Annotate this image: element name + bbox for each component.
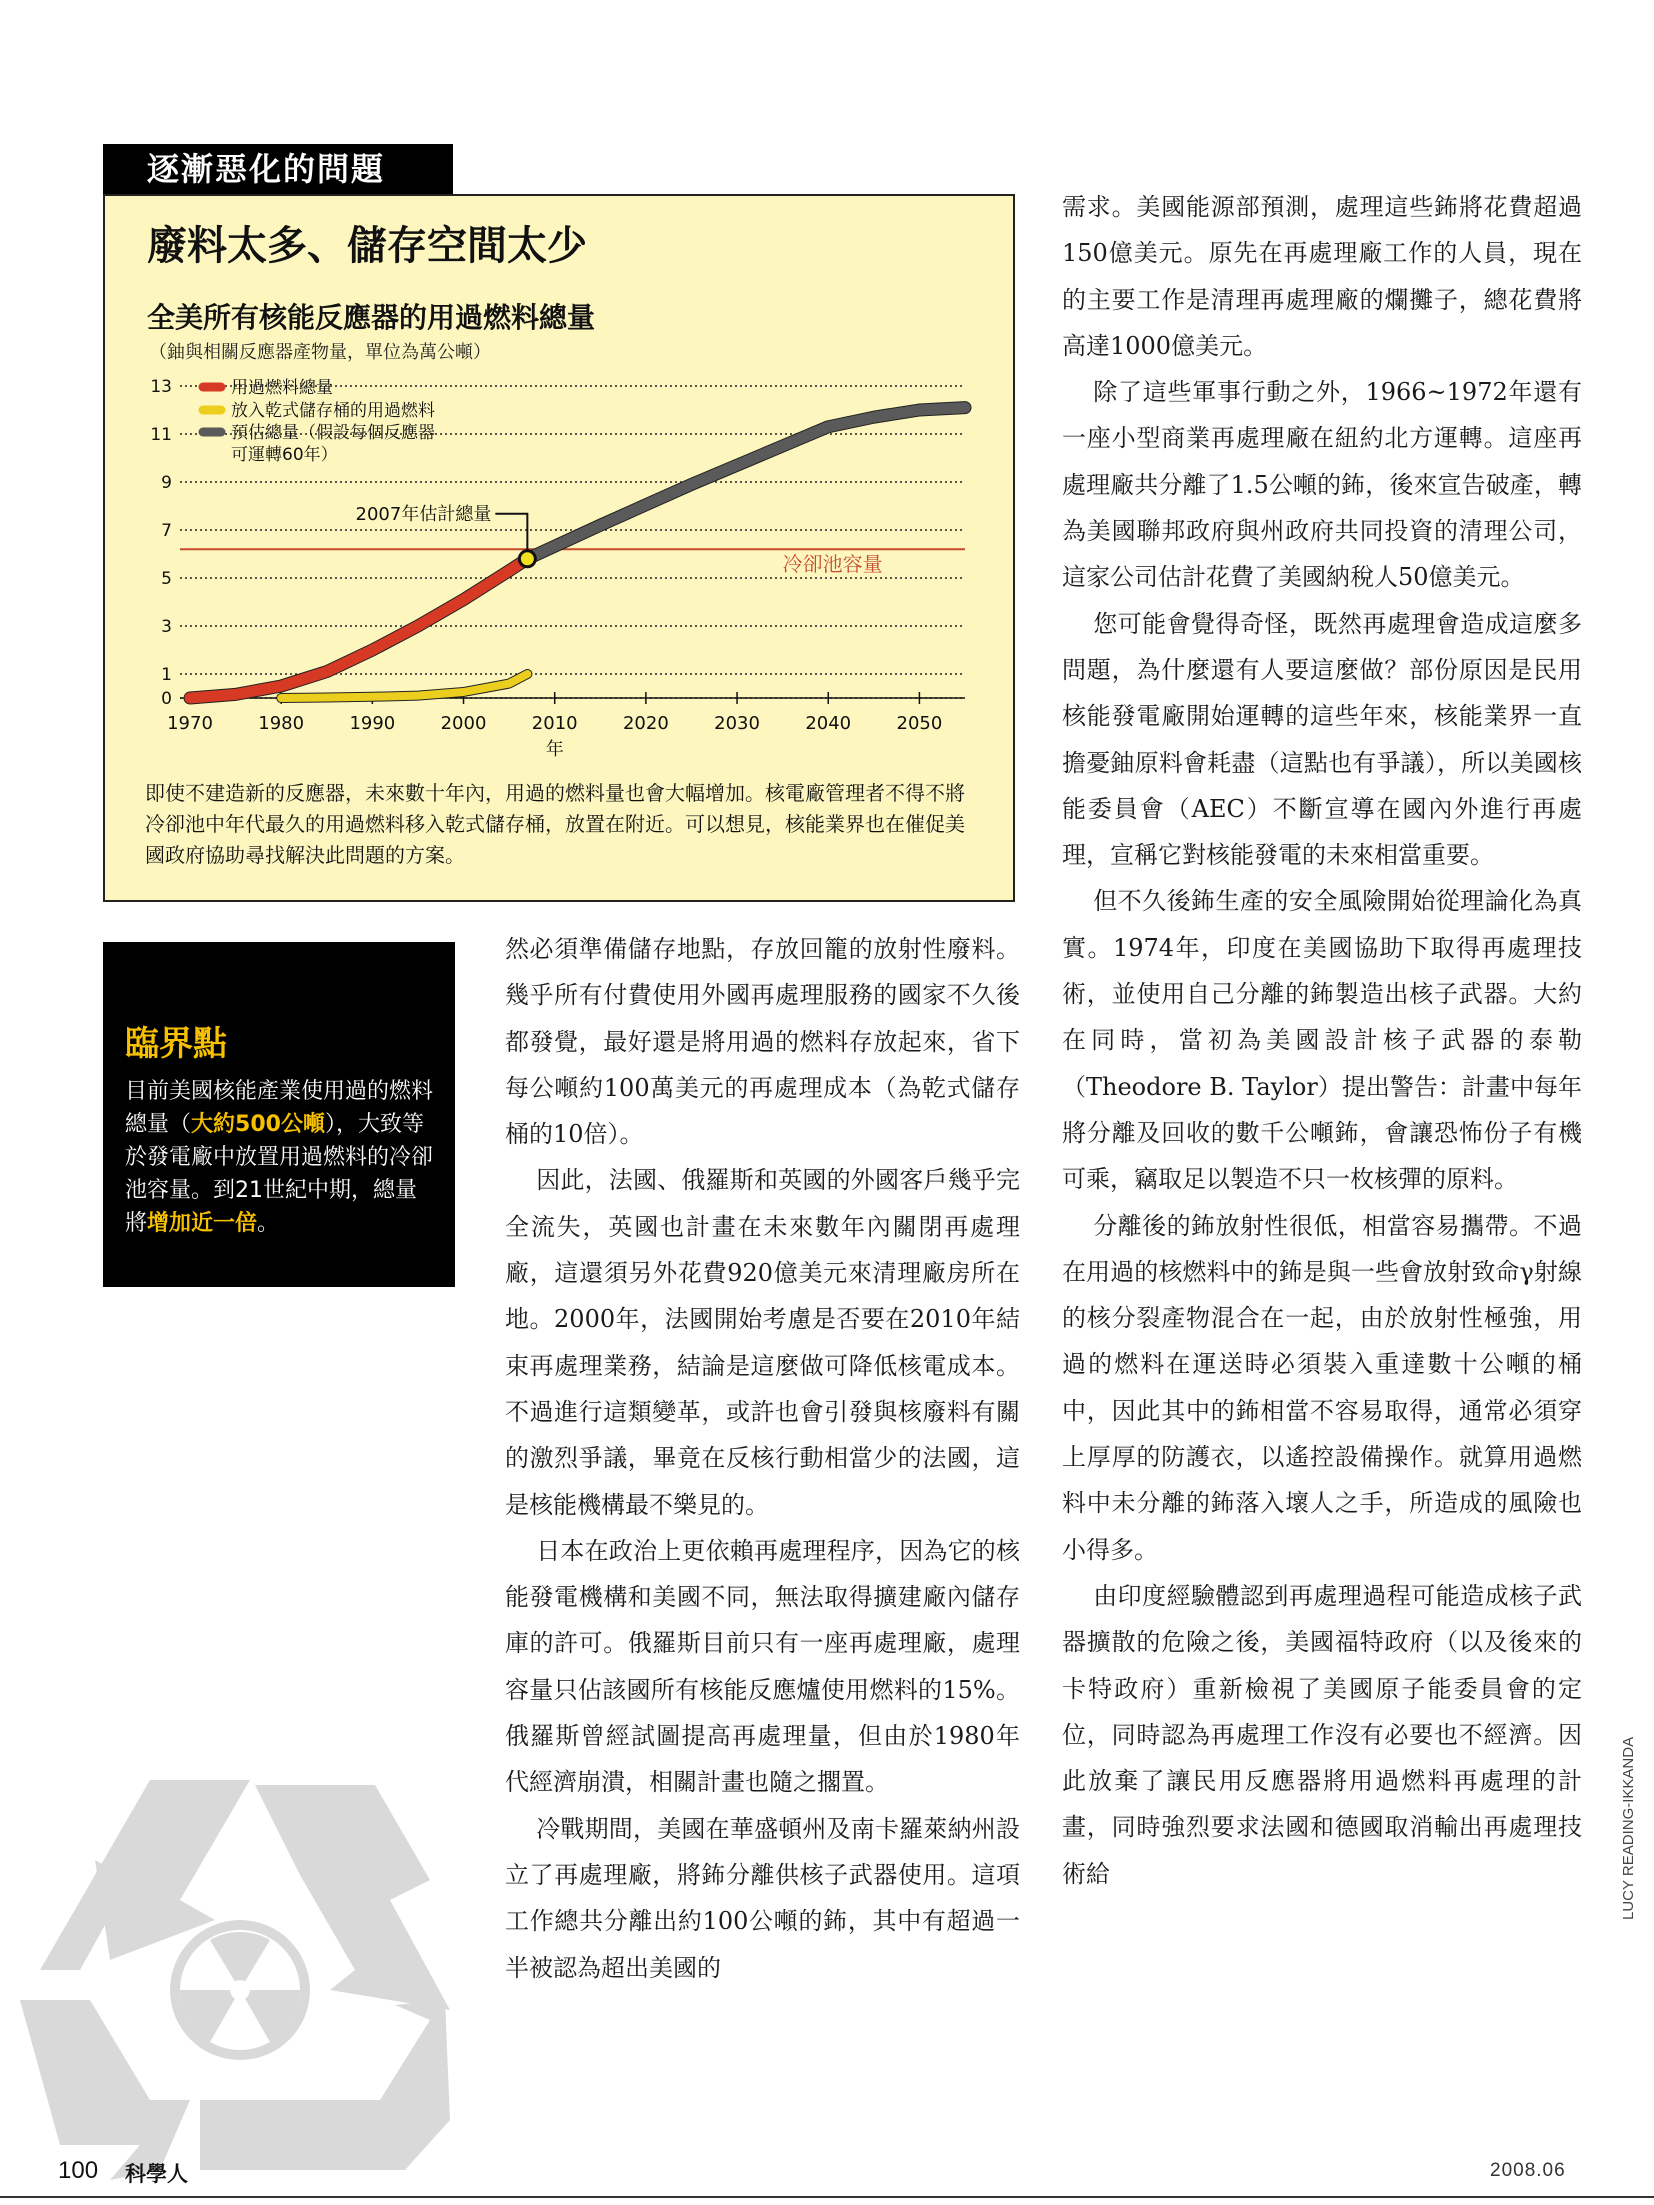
paragraph: 但不久後鈽生產的安全風險開始從理論化為真實。1974年，印度在美國協助下取得再處理技術，並使用自己分離的鈽製造出核子武器。大約在同時，當初為美國設計核子武器的泰勒（Theodore B. Taylor）提出警告：計畫中每年將分離及回收的數千公噸鈽，會讓恐怖份子有機可乘，竊取足以製造不只一枚核彈的原料。 xyxy=(1062,887,1582,1194)
paragraph: 由印度經驗體認到再處理過程可能造成核子武器擴散的危險之後，美國福特政府（以及後來的卡特政府）重新檢視了美國原子能委員會的定位，同時認為再處理工作沒有必要也不經濟。因此放棄了讓民用反應器將用過燃料再處理的計畫，同時強烈要求法國和德國取消輸出再處理技術給 xyxy=(1062,1581,1582,1888)
sidebar-text-part: 目前美國核能產業使用過的燃料總量（ xyxy=(125,1079,434,1137)
series-outline xyxy=(190,559,527,698)
chart-caption: 即使不建造新的反應器，未來數十年內，用過的燃料量也會大幅增加。核電廠管理者不得不將冷卻池中年代最久的用過燃料移入乾式儲存桶，放置在附近。可以想見，核能業界也在催促美國政府協助尋找解決此問題的方案。 xyxy=(145,781,965,867)
paragraph: 您可能會覺得奇怪，既然再處理會造成這麼多問題，為什麼還有人要這麼做？部份原因是民用核能發電廠開始運轉的這些年來，核能業界一直擔憂鈾原料會耗盡（這點也有爭議），所以美國核能委員會（AEC）不斷宣導在國內外進行再處理，宣稱它對核能發電的未來相當重要。 xyxy=(1062,609,1582,870)
chart-unit-note: （鈾與相關反應器產物量，單位為萬公噸） xyxy=(149,342,491,363)
x-tick-label: 2050 xyxy=(896,713,943,734)
legend-label: 可運轉60年） xyxy=(231,445,338,465)
middle-column xyxy=(505,926,1020,1991)
sidebar-text xyxy=(125,1075,433,1240)
chart-subtitle: 全美所有核能反應器的用過燃料總量 xyxy=(147,301,596,334)
line-chart xyxy=(105,196,1013,776)
footer-rule xyxy=(0,2196,1654,2198)
paragraph: 需求。美國能源部預測，處理這些鈽將花費超過150億美元。原先在再處理廠工作的人員，現在的主要工作是清理再處理廠的爛攤子，總花費將高達1000億美元。 xyxy=(1062,193,1582,360)
x-tick-label: 1990 xyxy=(349,713,396,734)
image-credit: LUCY READING-IKKANDA xyxy=(1620,1736,1637,1920)
y-tick-label: 3 xyxy=(161,617,172,637)
y-tick-label: 5 xyxy=(161,569,172,589)
y-tick-label: 7 xyxy=(161,521,172,541)
series-line xyxy=(527,408,965,559)
chart-title: 廢料太多、儲存空間太少 xyxy=(147,223,587,269)
capacity-label: 冷卻池容量 xyxy=(782,552,883,577)
paragraph: 日本在政治上更依賴再處理程序，因為它的核能發電機構和美國不同，無法取得擴建廠內儲存庫的許可。俄羅斯目前只有一座再處理廠，處理容量只佔該國所有核能反應爐使用燃料的15%。俄羅斯曾經試圖提高再處理量，但由於1980年代經濟崩潰，相關計畫也隨之擱置。 xyxy=(505,1536,1020,1797)
sidebar-highlight: 大約500公噸 xyxy=(191,1112,325,1137)
y-tick-label: 11 xyxy=(150,425,172,445)
page-number: 100 xyxy=(58,2157,99,2184)
y-tick-label: 13 xyxy=(150,377,172,397)
sidebar-highlight: 增加近一倍 xyxy=(147,1211,258,1236)
issue-date: 2008.06 xyxy=(1490,2160,1566,2181)
x-tick-label: 2020 xyxy=(622,713,669,734)
legend-label: 預估總量（假設每個反應器 xyxy=(231,423,435,443)
sidebar-title: 臨界點 xyxy=(125,1024,227,1064)
magazine-name: 科學人 xyxy=(125,2162,188,2186)
legend-label: 用過燃料總量 xyxy=(231,378,333,398)
x-tick-label: 2040 xyxy=(805,713,852,734)
sidebar-text-part: 。 xyxy=(257,1211,280,1236)
x-tick-label: 1970 xyxy=(167,713,213,734)
right-column xyxy=(1062,184,1582,1897)
y-tick-label: 0 xyxy=(161,689,172,709)
paragraph: 然必須準備儲存地點，存放回籠的放射性廢料。幾乎所有付費使用外國再處理服務的國家不久後都發覺，最好還是將用過的燃料存放起來，省下每公噸約100萬美元的再處理成本（為乾式儲存桶的10倍）。 xyxy=(505,935,1020,1149)
annotation-label: 2007年估計總量 xyxy=(355,503,492,525)
x-tick-label: 1980 xyxy=(258,713,305,734)
paragraph: 除了這些軍事行動之外，1966~1972年還有一座小型商業再處理廠在紐約北方運轉。這座再處理廠共分離了1.5公噸的鈽，後來宣告破產，轉為美國聯邦政府與州政府共同投資的清理公司，這家公司估計花費了美國納稅人50億美元。 xyxy=(1062,378,1582,592)
annotation-point xyxy=(519,551,535,567)
section-tag: 逐漸惡化的問題 xyxy=(103,144,453,194)
annotation-leader xyxy=(495,514,527,551)
chart-box xyxy=(103,194,1015,902)
series-outline xyxy=(527,408,965,559)
sidebar-box xyxy=(103,942,455,1287)
x-tick-label: 2000 xyxy=(440,713,487,734)
sidebar-text-part: ），大致等於發電廠中放置用過燃料的冷卻池容量。到21世紀中期，總量將 xyxy=(125,1112,434,1236)
y-tick-label: 1 xyxy=(161,665,172,685)
y-tick-label: 9 xyxy=(161,473,172,493)
x-tick-label: 2010 xyxy=(531,713,578,734)
x-tick-label: 2030 xyxy=(714,713,760,734)
recycle-watermark-icon xyxy=(0,1690,450,2190)
series-line xyxy=(190,559,527,698)
paragraph: 因此，法國、俄羅斯和英國的外國客戶幾乎完全流失，英國也計畫在未來數年內關閉再處理廠，這還須另外花費920億美元來清理廠房所在地。2000年，法國開始考慮是否要在2010年結束再處理業務，結論是這麼做可降低核電成本。不過進行這類變革，或許也會引發與核廢料有關的激烈爭議，畢竟在反核行動相當少的法國，這是核能機構最不樂見的。 xyxy=(505,1166,1020,1519)
legend-label: 放入乾式儲存桶的用過燃料 xyxy=(231,401,435,421)
paragraph: 冷戰期間，美國在華盛頓州及南卡羅萊納州設立了再處理廠，將鈽分離供核子武器使用。這項工作總共分離出約100公噸的鈽，其中有超過一半被認為超出美國的 xyxy=(505,1814,1020,1982)
x-axis-label: 年 xyxy=(545,739,564,760)
paragraph: 分離後的鈽放射性很低，相當容易攜帶。不過在用過的核燃料中的鈽是與一些會放射致命γ射線的核分裂產物混合在一起，由於放射性極強，用過的燃料在運送時必須裝入重達數十公噸的桶中，因此其中的鈽相當不容易取得，通常必須穿上厚厚的防護衣，以遙控設備操作。就算用過燃料中未分離的鈽落入壞人之手，所造成的風險也小得多。 xyxy=(1062,1211,1582,1564)
